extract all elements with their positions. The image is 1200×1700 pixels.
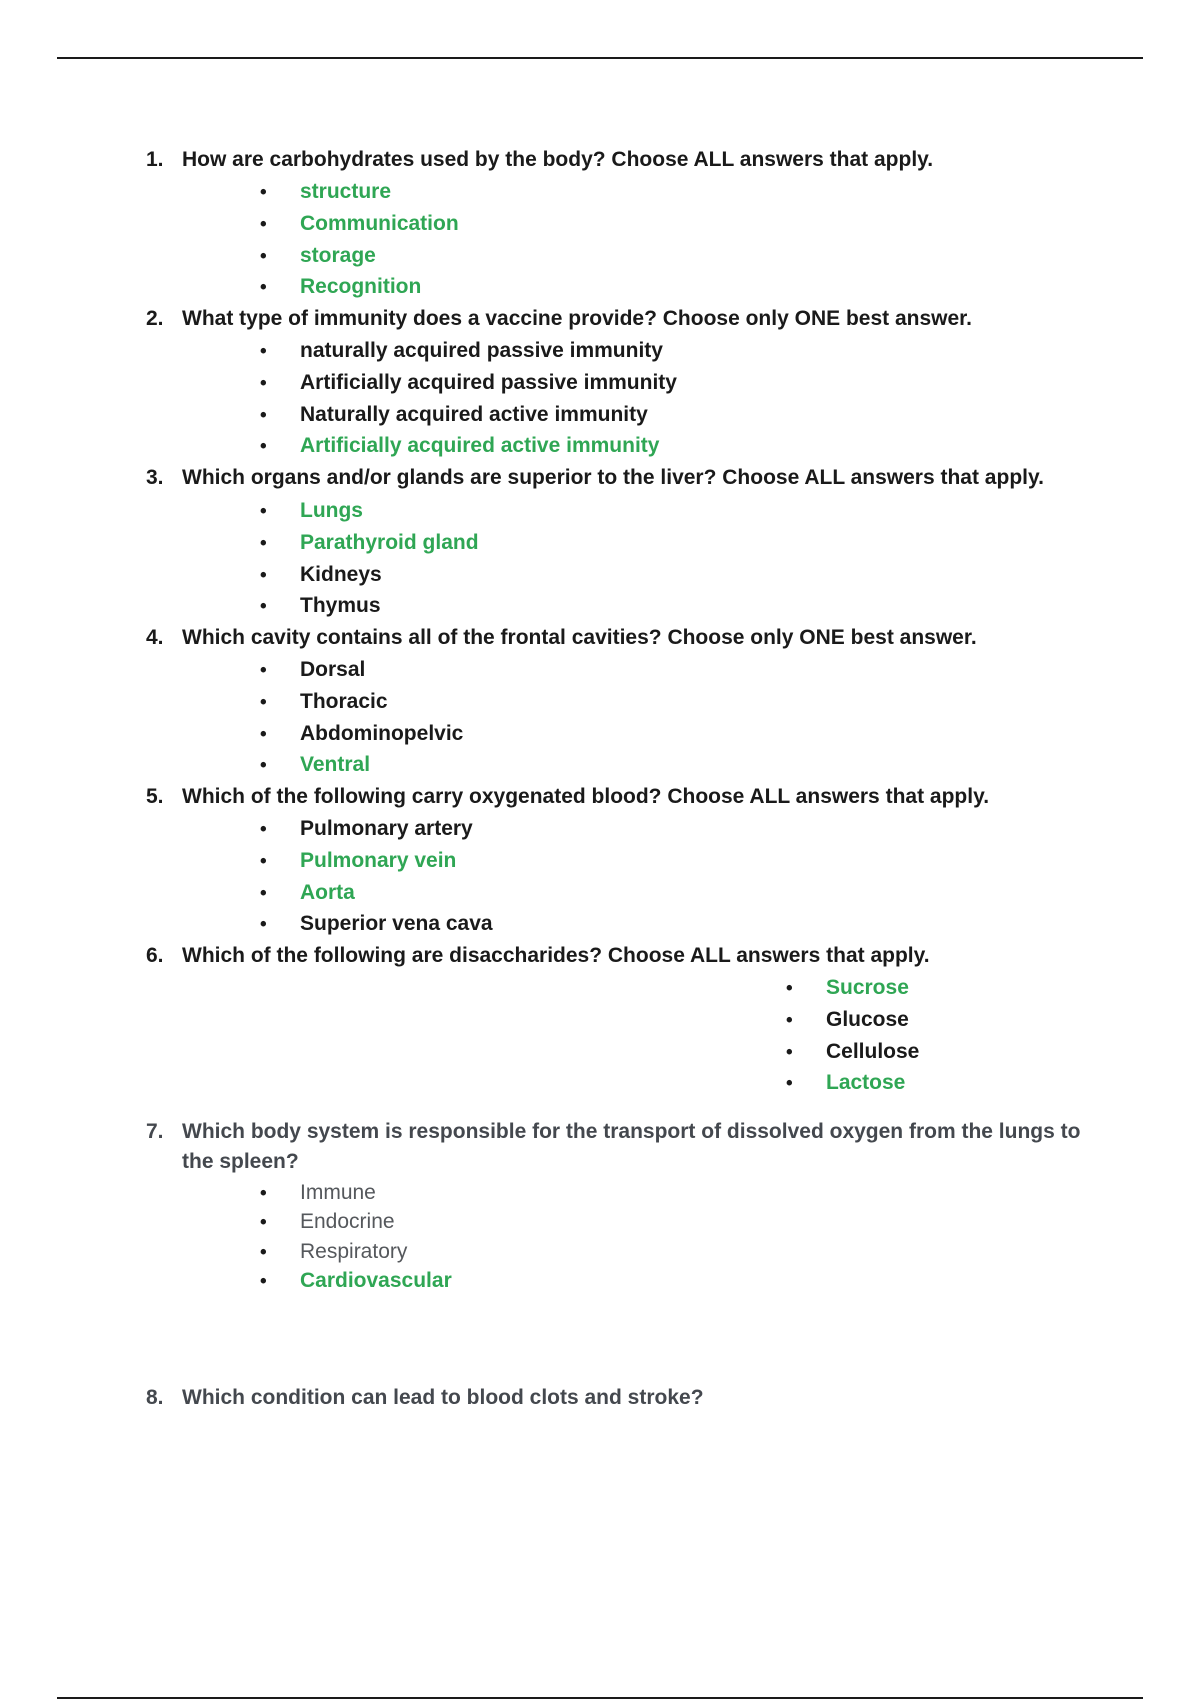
bullet-icon: • (260, 883, 267, 904)
option-label: Pulmonary artery (300, 817, 473, 840)
answer-option (260, 1237, 407, 1268)
option-label: Immune (300, 1181, 376, 1204)
question-text: What type of immunity does a vaccine provide? Choose only ONE best answer. (182, 307, 973, 330)
bullet-icon: • (260, 533, 267, 554)
question-text: Which condition can lead to blood clots and stroke? (182, 1386, 704, 1409)
question-2 (146, 304, 1086, 334)
option-label: Lactose (826, 1071, 906, 1094)
answer-option (260, 1178, 376, 1209)
bullet-icon: • (260, 755, 267, 776)
answer-option (260, 719, 463, 750)
option-label: Glucose (826, 1008, 909, 1031)
bullet-icon: • (260, 660, 267, 681)
answer-option (260, 177, 391, 208)
option-label: Recognition (300, 275, 422, 298)
bullet-icon: • (260, 565, 267, 586)
question-5 (146, 782, 1086, 812)
option-label: Sucrose (826, 976, 909, 999)
bullet-icon: • (260, 914, 267, 935)
option-label: Parathyroid gland (300, 531, 479, 554)
bullet-icon: • (260, 277, 267, 298)
answer-option (260, 336, 663, 367)
question-number: 4. (146, 626, 164, 649)
answer-option (260, 909, 493, 940)
bullet-icon: • (260, 1212, 267, 1233)
option-label: Cellulose (826, 1040, 920, 1063)
option-label: Pulmonary vein (300, 849, 457, 872)
option-label: Kidneys (300, 563, 382, 586)
bullet-icon: • (260, 724, 267, 745)
footer-rule (57, 1697, 1143, 1699)
answer-option (260, 750, 370, 781)
answer-option (260, 272, 421, 303)
option-label: Communication (300, 212, 459, 235)
option-label: Artificially acquired passive immunity (300, 371, 677, 394)
question-number: 2. (146, 307, 164, 330)
bullet-icon: • (260, 436, 267, 457)
answer-option (260, 687, 388, 718)
answer-option (260, 1207, 395, 1238)
header-rule (57, 57, 1143, 59)
bullet-icon: • (260, 214, 267, 235)
answer-option (260, 368, 677, 399)
question-text: Which of the following carry oxygenated blood? Choose ALL answers that apply. (182, 785, 990, 808)
bullet-icon: • (786, 1010, 793, 1031)
option-label: Dorsal (300, 658, 366, 681)
answer-option (786, 1037, 919, 1068)
question-number: 8. (146, 1386, 164, 1409)
answer-option (260, 878, 355, 909)
answer-option (260, 560, 382, 591)
question-text: Which organs and/or glands are superior to the liver? Choose ALL answers that apply. (182, 466, 1044, 489)
question-text: Which of the following are disaccharides? Choose ALL answers that apply. (182, 944, 930, 967)
bullet-icon: • (260, 819, 267, 840)
option-label: Artificially acquired active immunity (300, 434, 660, 457)
bullet-icon: • (786, 978, 793, 999)
bullet-icon: • (260, 1242, 267, 1263)
answer-option (260, 209, 459, 240)
option-label: Naturally acquired active immunity (300, 403, 648, 426)
bullet-icon: • (260, 405, 267, 426)
bullet-icon: • (260, 1183, 267, 1204)
question-number: 3. (146, 466, 164, 489)
option-label: Ventral (300, 753, 371, 776)
bullet-icon: • (260, 182, 267, 203)
option-label: naturally acquired passive immunity (300, 339, 663, 362)
question-8 (146, 1383, 1086, 1413)
option-label: Thymus (300, 594, 381, 617)
answer-option (260, 528, 479, 559)
answer-option (260, 1266, 452, 1297)
question-number: 7. (146, 1120, 164, 1143)
question-6 (146, 941, 1086, 971)
answer-option (260, 241, 376, 272)
answer-option (260, 431, 659, 462)
answer-option (260, 591, 381, 622)
question-text: Which cavity contains all of the frontal cavities? Choose only ONE best answer. (182, 626, 977, 649)
answer-option (260, 846, 456, 877)
answer-option (260, 400, 648, 431)
bullet-icon: • (260, 851, 267, 872)
answer-option (260, 655, 365, 686)
option-label: Thoracic (300, 690, 388, 713)
option-label: Aorta (300, 881, 355, 904)
question-1 (146, 145, 1086, 175)
question-number: 5. (146, 785, 164, 808)
option-label: structure (300, 180, 392, 203)
question-4 (146, 623, 1086, 653)
bullet-icon: • (260, 692, 267, 713)
answer-option (260, 814, 473, 845)
bullet-icon: • (260, 501, 267, 522)
answer-option (260, 496, 363, 527)
option-label: Respiratory (300, 1240, 408, 1263)
option-label: Cardiovascular (300, 1269, 452, 1292)
question-number: 1. (146, 148, 164, 171)
option-label: Endocrine (300, 1210, 395, 1233)
bullet-icon: • (260, 246, 267, 267)
question-text: How are carbohydrates used by the body? Choose ALL answers that apply. (182, 148, 934, 171)
option-label: storage (300, 244, 376, 267)
bullet-icon: • (260, 341, 267, 362)
question-3 (146, 463, 1086, 493)
bullet-icon: • (260, 373, 267, 394)
question-number: 6. (146, 944, 164, 967)
bullet-icon: • (786, 1073, 793, 1094)
answer-option (786, 1005, 909, 1036)
question-7 (146, 1117, 1086, 1177)
option-label: Superior vena cava (300, 912, 493, 935)
answer-option (786, 973, 909, 1004)
question-text: Which body system is responsible for the transport of dissolved oxygen from the lungs to the spleen? (182, 1120, 1081, 1173)
bullet-icon: • (260, 1271, 267, 1292)
option-label: Lungs (300, 499, 363, 522)
option-label: Abdominopelvic (300, 722, 464, 745)
answer-option (786, 1068, 905, 1099)
bullet-icon: • (786, 1042, 793, 1063)
bullet-icon: • (260, 596, 267, 617)
